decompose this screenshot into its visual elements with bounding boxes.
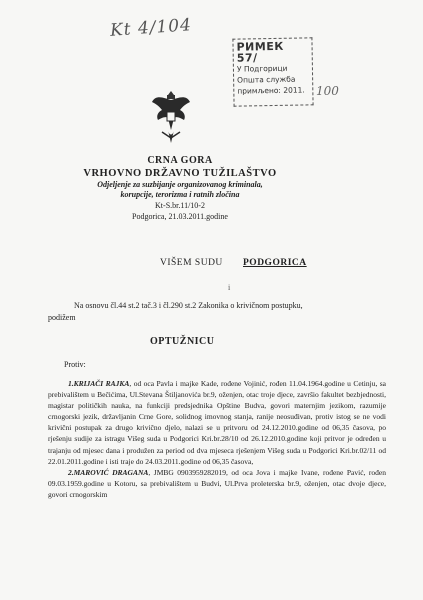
recipient-city: PODGORICA <box>243 258 307 268</box>
handwritten-note: Kt 4/104 <box>109 15 193 41</box>
accused-paragraph <box>48 467 386 500</box>
stamp-line-1: РИМЕК 57/ <box>236 39 284 65</box>
margin-mark: i <box>228 283 231 292</box>
coat-of-arms-icon <box>150 88 192 148</box>
accused-name: 2.MAROVIĆ DRAGANA <box>68 467 149 477</box>
intro-line-2: podižem <box>48 313 76 322</box>
accused-list <box>48 378 386 500</box>
stamp-line-3: Општа служба <box>237 74 296 85</box>
country-name: CRNA GORA <box>147 155 213 166</box>
stamp-line-2: У Подгорици <box>236 63 288 74</box>
document-header <box>60 155 300 222</box>
intro-paragraph <box>48 300 383 324</box>
against-label: Protiv: <box>64 360 86 369</box>
office-name: VRHOVNO DRŽAVNO TUŽILAŠTVO <box>83 168 277 179</box>
document-title: OPTUŽNICU <box>150 336 215 347</box>
place-date: Podgorica, 21.03.2011.godine <box>132 212 228 221</box>
stamp-line-4: примљено: 2011. <box>237 85 305 96</box>
recipient-court: VIŠEM SUDU <box>160 258 223 268</box>
intro-line-1: Na osnovu čl.44 st.2 tač.3 i čl.290 st.2 Zakonika o krivičnom postupku, <box>74 301 303 310</box>
accused-paragraph <box>48 378 386 467</box>
accused-details: , od oca Pavla i majke Kade, rođene Vojinić, rođen 11.04.1964.godine u Cetinju, sa prebivalištem u Bečićima, Ul.Stevana Štiljanovića br.9, oženjen, otac troje djece, završio fakultet bezbjednosti, magistar političkih nauka, na funkciji predsjednika Opštine Budva, govori maternjim jezikom, razumije crnogorski jezik, državljanin Crne Gore, solidnog imovnog stanja, ranije neosuđivan, protiv istog se ne vodi krivični postupak za drugo krivično djelo, nalazi se u pritvoru od 24.12.2010.godine od 06,35 časova, po rješenju sudije za istragu Višeg suda u Podgorici Kri.br.28/10 od 26.12.2010.godine koji pritvor je određen u trajanju od mjesec dana i produžen za period od dva mjeseca rješenjem Višeg suda u Podgorici Kri.br.02/11 od 22.01.2011.godine i isti traje do 24.03.2011.godine od 06,35 časova, <box>48 379 386 466</box>
case-number: Kt-S.br.11/10-2 <box>155 201 205 210</box>
accused-details: , JMBG 0903959282019, od oca Jova i majke Ivane, rođene Pavić, rođen 09.03.1959.godine u Kotoru, sa prebivalištem u Budvi, Ul.Prva proleterska br.9, oženjen, otac dvoje djece, govori crnogorskim <box>48 467 386 499</box>
accused-name: 1.KRIJAČI RAJKA <box>68 379 130 388</box>
stamp-side-note: 100 <box>316 84 339 98</box>
department-line-2: korupcije, terorizma i ratnih zločina <box>120 190 240 199</box>
department-line-1: Odjeljenje za suzbijanje organizovanog kriminala, <box>97 180 263 189</box>
receipt-stamp <box>232 37 313 106</box>
